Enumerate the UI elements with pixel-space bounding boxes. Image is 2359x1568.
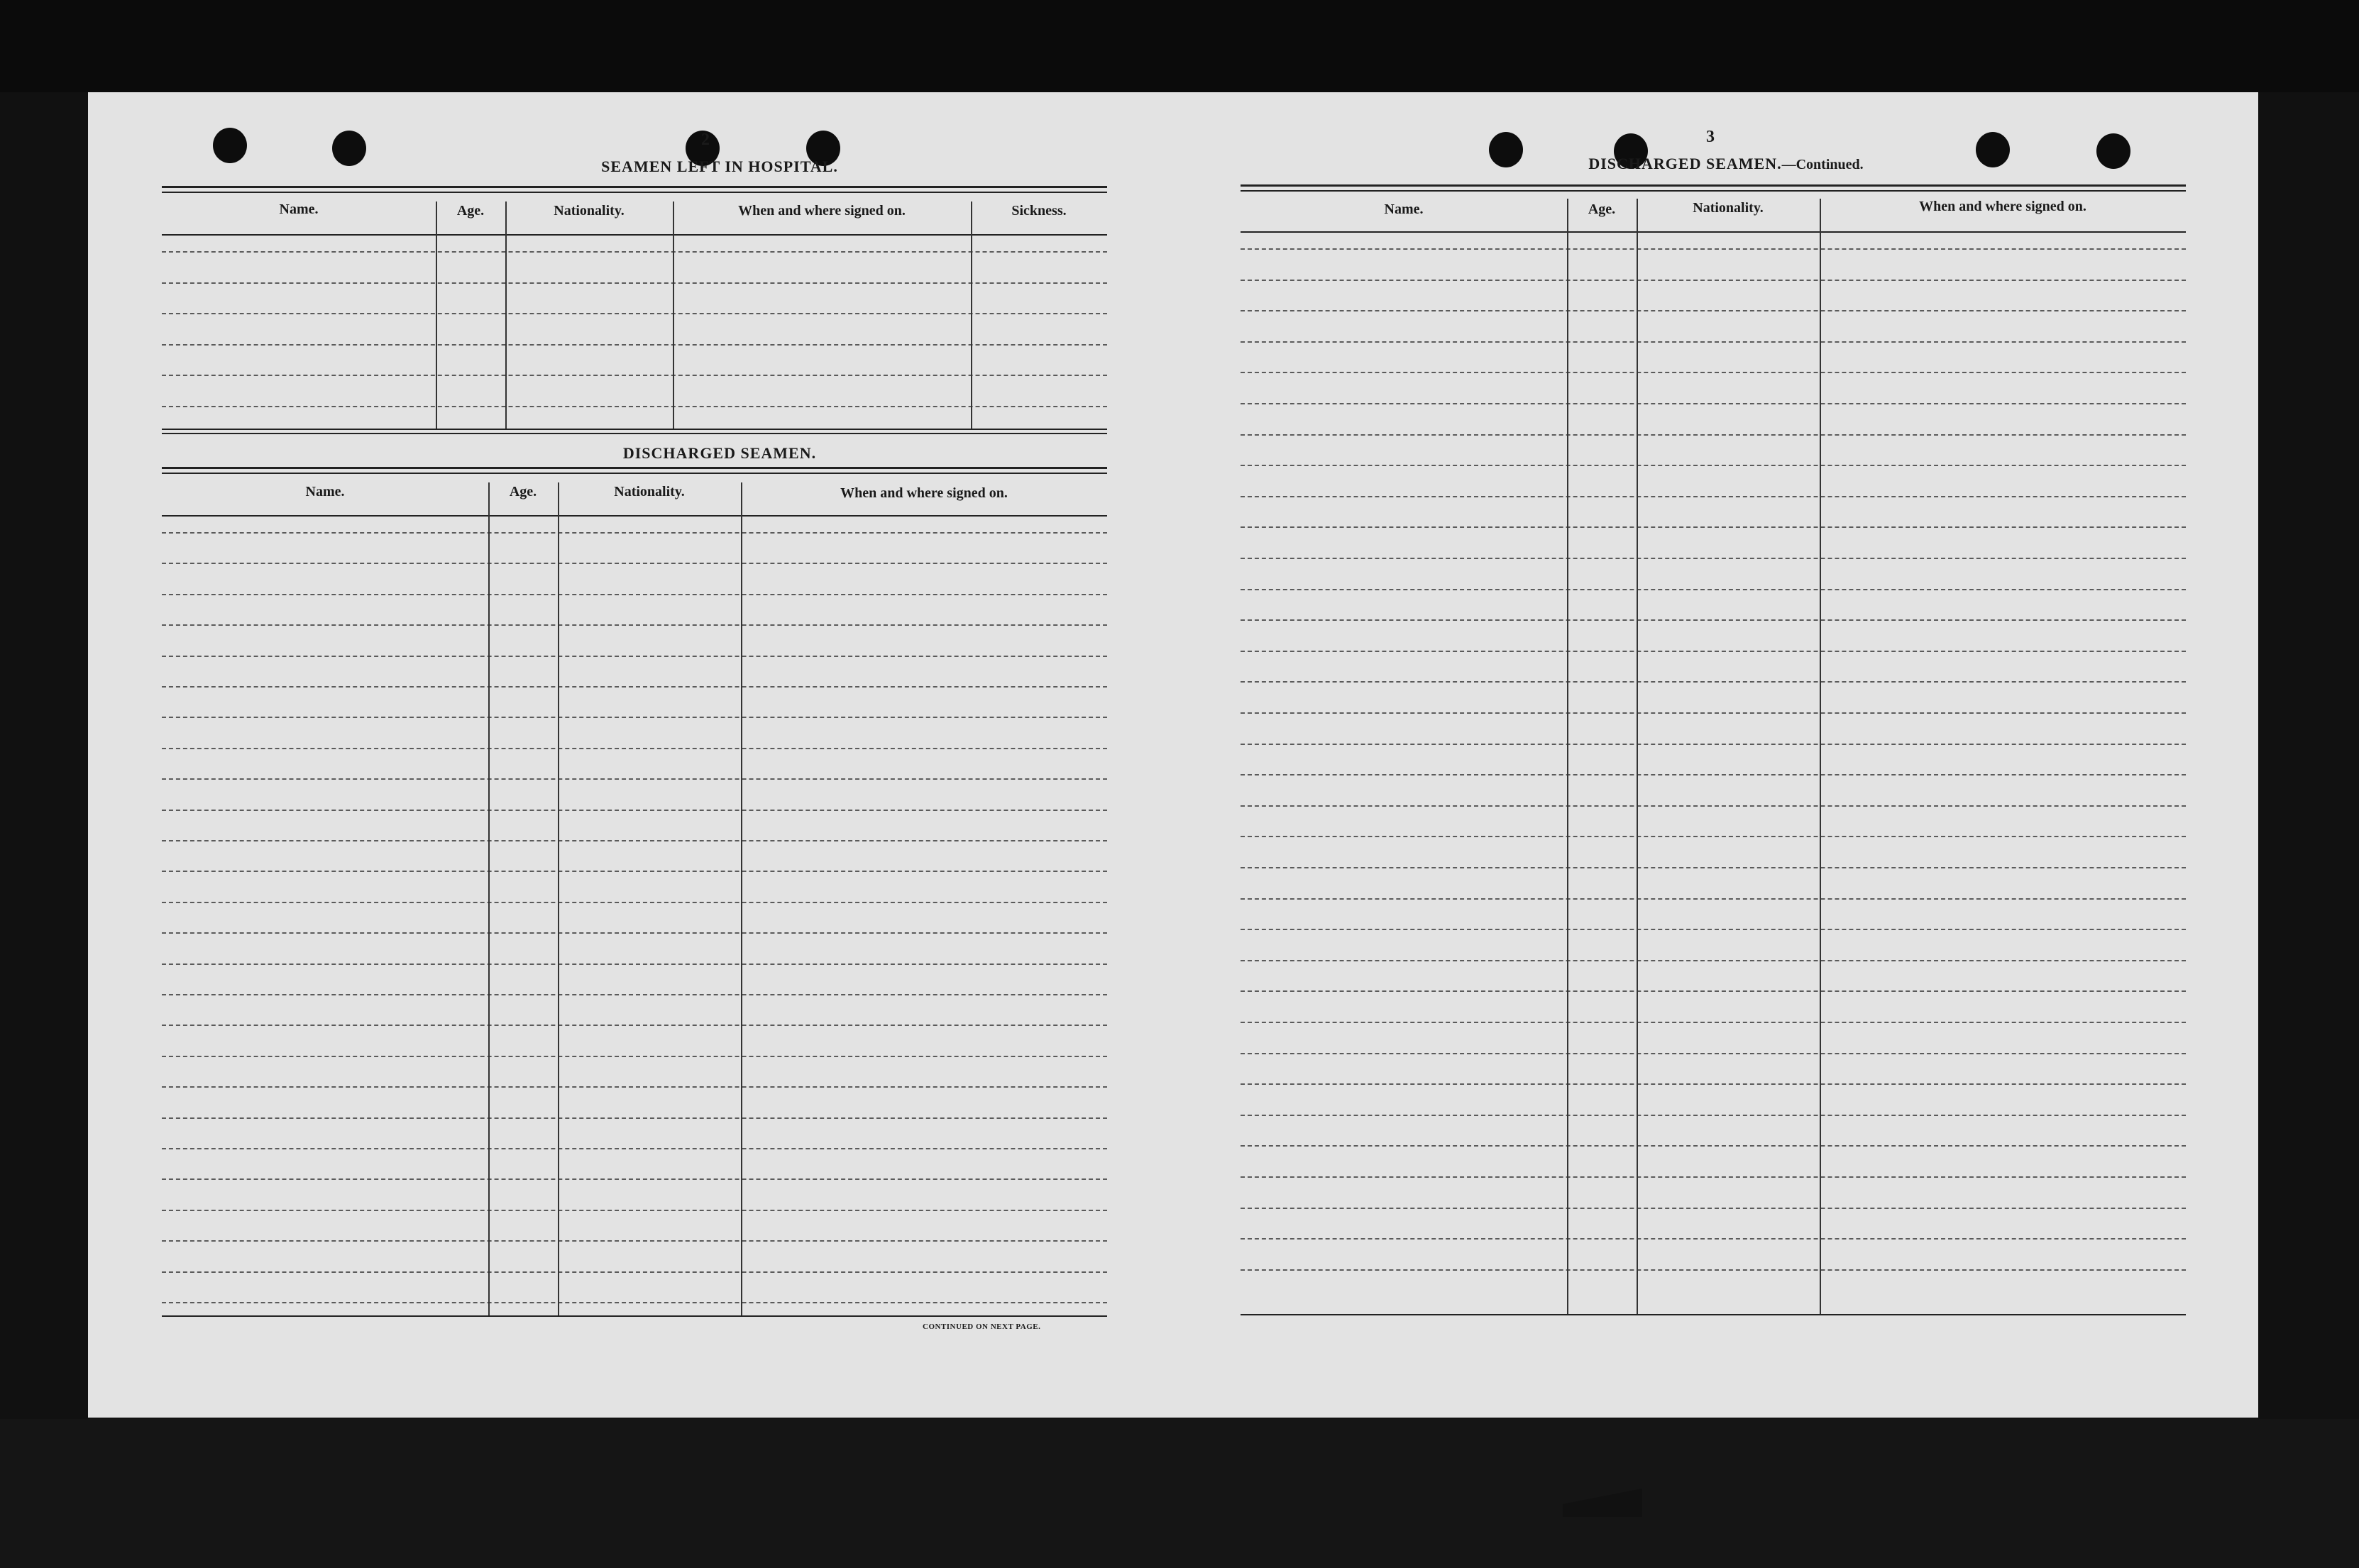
ruled-row bbox=[162, 1056, 1107, 1057]
ruled-row bbox=[162, 656, 1107, 657]
column-divider bbox=[673, 201, 674, 429]
header-rule bbox=[162, 515, 1107, 517]
page-number: 2 bbox=[701, 131, 710, 149]
ruled-row bbox=[162, 810, 1107, 811]
column-divider bbox=[1567, 199, 1568, 1314]
header-rule bbox=[1241, 231, 2186, 233]
ruled-row bbox=[162, 1302, 1107, 1303]
column-header-age: Age. bbox=[509, 484, 537, 499]
ruled-row bbox=[1241, 681, 2186, 683]
ruled-row bbox=[1241, 1053, 2186, 1054]
punch-hole bbox=[332, 131, 366, 166]
double-rule bbox=[162, 186, 1107, 188]
ruled-row bbox=[1241, 1145, 2186, 1147]
section-title-text: DISCHARGED SEAMEN. bbox=[1588, 155, 1782, 172]
column-divider bbox=[488, 482, 490, 1315]
section-title-discharged: DISCHARGED SEAMEN. bbox=[622, 444, 817, 462]
ruled-row bbox=[162, 1148, 1107, 1149]
column-header-sickness: Sickness. bbox=[1011, 203, 1067, 219]
section-title-suffix: —Continued. bbox=[1781, 157, 1864, 172]
column-header-nationality: Nationality. bbox=[1693, 200, 1764, 216]
ruled-row bbox=[1241, 248, 2186, 250]
double-rule bbox=[162, 467, 1107, 469]
rule bbox=[162, 433, 1107, 434]
ruled-row bbox=[1241, 341, 2186, 343]
ruled-row bbox=[162, 686, 1107, 688]
column-divider bbox=[1637, 199, 1638, 1314]
ruled-row bbox=[1241, 589, 2186, 590]
ruled-row bbox=[162, 563, 1107, 564]
ruled-row bbox=[162, 1178, 1107, 1180]
ruled-row bbox=[162, 532, 1107, 534]
column-header-age: Age. bbox=[456, 203, 485, 219]
ruled-row bbox=[1241, 1176, 2186, 1178]
ruled-row bbox=[1241, 1115, 2186, 1116]
column-divider bbox=[1820, 199, 1821, 1314]
column-divider bbox=[558, 482, 559, 1315]
ruled-row bbox=[1241, 310, 2186, 311]
ruled-row bbox=[1241, 1083, 2186, 1085]
backdrop-top bbox=[0, 0, 2359, 92]
double-rule bbox=[1241, 184, 2186, 187]
page-number: 3 bbox=[1706, 128, 1715, 146]
ruled-row bbox=[162, 1271, 1107, 1273]
ruled-row bbox=[1241, 836, 2186, 837]
bottom-rule bbox=[162, 1315, 1107, 1317]
ruled-row bbox=[1241, 403, 2186, 404]
ruled-row bbox=[1241, 960, 2186, 961]
punch-hole bbox=[2096, 133, 2130, 169]
ruled-row bbox=[1241, 1238, 2186, 1240]
ruled-row bbox=[1241, 929, 2186, 930]
ruled-row bbox=[162, 624, 1107, 626]
column-divider bbox=[971, 201, 972, 429]
ruled-row bbox=[1241, 651, 2186, 652]
ruled-row bbox=[1241, 558, 2186, 559]
ruled-row bbox=[1241, 774, 2186, 775]
column-header-name: Name. bbox=[1384, 201, 1424, 217]
ruled-row bbox=[162, 406, 1107, 407]
ruled-row bbox=[162, 840, 1107, 841]
ruled-row bbox=[1241, 372, 2186, 373]
ruled-row bbox=[1241, 1208, 2186, 1209]
ruled-row bbox=[162, 717, 1107, 718]
column-header-name: Name. bbox=[279, 201, 319, 217]
bottom-rule bbox=[162, 429, 1107, 430]
ruled-row bbox=[1241, 496, 2186, 497]
ruled-row bbox=[162, 1210, 1107, 1211]
ruled-row bbox=[162, 375, 1107, 376]
ruled-row bbox=[1241, 805, 2186, 807]
column-header-signed-on: When and where signed on. bbox=[738, 203, 906, 219]
ruled-row bbox=[162, 594, 1107, 595]
ruled-row bbox=[162, 282, 1107, 284]
punch-hole bbox=[213, 128, 247, 163]
ruled-row bbox=[162, 748, 1107, 749]
ruled-row bbox=[162, 1240, 1107, 1242]
punch-hole bbox=[1976, 132, 2010, 167]
ledger-sheet bbox=[88, 92, 2258, 1418]
ruled-row bbox=[162, 964, 1107, 965]
ruled-row bbox=[1241, 712, 2186, 714]
column-header-nationality: Nationality. bbox=[614, 484, 685, 499]
column-header-signed-on: When and where signed on. bbox=[840, 485, 1008, 501]
ruled-row bbox=[1241, 744, 2186, 745]
bottom-rule bbox=[1241, 1314, 2186, 1315]
header-rule bbox=[162, 234, 1107, 236]
column-header-name: Name. bbox=[305, 484, 345, 499]
ruled-row bbox=[162, 778, 1107, 780]
section-title-discharged-continued bbox=[1506, 155, 1946, 173]
double-rule bbox=[162, 473, 1107, 474]
section-title-hospital: SEAMEN LEFT IN HOSPITAL. bbox=[601, 158, 838, 175]
ruled-row bbox=[1241, 990, 2186, 992]
ruled-row bbox=[162, 871, 1107, 872]
ruled-row bbox=[162, 1086, 1107, 1088]
column-divider bbox=[505, 201, 507, 429]
ruled-row bbox=[162, 344, 1107, 346]
ruled-row bbox=[1241, 1269, 2186, 1271]
backdrop-bottom bbox=[0, 1419, 2359, 1568]
column-header-signed-on: When and where signed on. bbox=[1919, 199, 2086, 214]
ruled-row bbox=[1241, 867, 2186, 868]
ruled-row bbox=[1241, 526, 2186, 528]
double-rule bbox=[162, 192, 1107, 193]
ruled-row bbox=[1241, 1022, 2186, 1023]
ruled-row bbox=[1241, 898, 2186, 900]
ruled-row bbox=[162, 1117, 1107, 1119]
continued-note: CONTINUED ON NEXT PAGE. bbox=[923, 1323, 1041, 1331]
ruled-row bbox=[1241, 619, 2186, 621]
ruled-row bbox=[162, 994, 1107, 995]
column-divider bbox=[741, 482, 742, 1315]
ruled-row bbox=[1241, 280, 2186, 281]
ruled-row bbox=[1241, 465, 2186, 466]
ruled-row bbox=[162, 902, 1107, 903]
double-rule bbox=[1241, 190, 2186, 192]
column-header-age: Age. bbox=[1588, 201, 1616, 217]
ruled-row bbox=[1241, 434, 2186, 436]
ruled-row bbox=[162, 1025, 1107, 1026]
ruled-row bbox=[162, 932, 1107, 934]
ruled-row bbox=[162, 313, 1107, 314]
column-divider bbox=[436, 201, 437, 429]
ruled-row bbox=[162, 251, 1107, 253]
column-header-nationality: Nationality. bbox=[554, 203, 625, 219]
